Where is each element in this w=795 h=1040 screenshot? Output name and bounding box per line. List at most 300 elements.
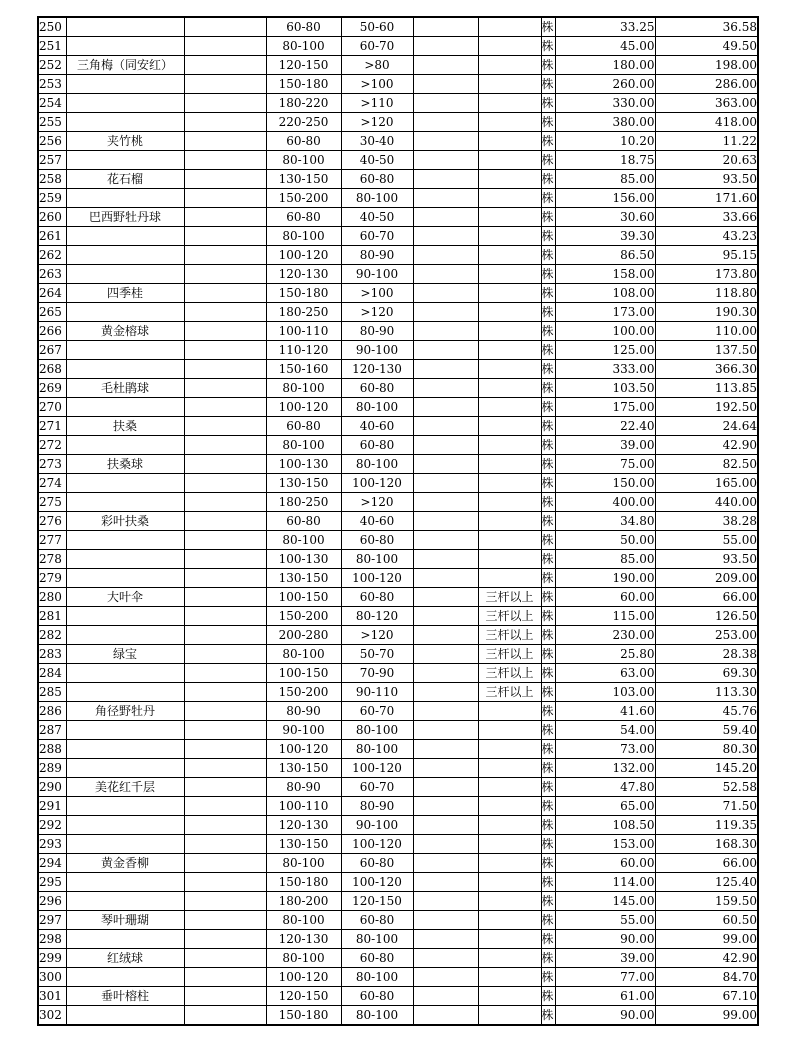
height-range: 80-100 (266, 379, 341, 398)
height-range: 130-150 (266, 170, 341, 189)
unit-price: 77.00 (555, 968, 655, 987)
plant-name: 扶桑球 (66, 455, 184, 474)
table-row (38, 455, 758, 474)
height-range: 110-120 (266, 341, 341, 360)
stem-spec (478, 379, 541, 398)
table-row (38, 512, 758, 531)
plant-name (66, 664, 184, 683)
price-with-tax: 159.50 (655, 892, 758, 911)
unit-price: 260.00 (555, 75, 655, 94)
crown-range: 90-100 (341, 816, 413, 835)
plant-name (66, 189, 184, 208)
stem-spec (478, 740, 541, 759)
blank-cell (413, 151, 478, 170)
height-range: 120-130 (266, 930, 341, 949)
table-row (38, 132, 758, 151)
row-number: 256 (38, 132, 66, 151)
row-number: 275 (38, 493, 66, 512)
stem-spec (478, 455, 541, 474)
stem-spec (478, 227, 541, 246)
blank-cell (413, 816, 478, 835)
stem-spec (478, 322, 541, 341)
unit-price: 180.00 (555, 56, 655, 75)
stem-spec (478, 512, 541, 531)
height-range: 80-100 (266, 854, 341, 873)
price-with-tax: 286.00 (655, 75, 758, 94)
height-range: 130-150 (266, 759, 341, 778)
table-row (38, 645, 758, 664)
height-range: 80-100 (266, 949, 341, 968)
plant-name: 绿宝 (66, 645, 184, 664)
row-number: 274 (38, 474, 66, 493)
blank-cell (413, 721, 478, 740)
unit: 株 (541, 151, 555, 170)
price-with-tax: 99.00 (655, 1006, 758, 1026)
plant-name (66, 835, 184, 854)
unit: 株 (541, 835, 555, 854)
table-row (38, 854, 758, 873)
price-with-tax: 69.30 (655, 664, 758, 683)
row-number: 253 (38, 75, 66, 94)
unit-price: 150.00 (555, 474, 655, 493)
height-range: 150-160 (266, 360, 341, 379)
plant-name (66, 797, 184, 816)
unit-price: 47.80 (555, 778, 655, 797)
blank-cell (184, 360, 266, 379)
price-with-tax: 366.30 (655, 360, 758, 379)
crown-range: 60-80 (341, 911, 413, 930)
row-number: 294 (38, 854, 66, 873)
price-with-tax: 59.40 (655, 721, 758, 740)
unit-price: 54.00 (555, 721, 655, 740)
unit: 株 (541, 322, 555, 341)
row-number: 250 (38, 17, 66, 37)
plant-name (66, 493, 184, 512)
plant-name (66, 607, 184, 626)
table-row (38, 531, 758, 550)
row-number: 254 (38, 94, 66, 113)
unit: 株 (541, 645, 555, 664)
blank-cell (184, 170, 266, 189)
crown-range: 120-150 (341, 892, 413, 911)
price-with-tax: 20.63 (655, 151, 758, 170)
blank-cell (184, 284, 266, 303)
stem-spec (478, 360, 541, 379)
plant-name (66, 360, 184, 379)
unit-price: 61.00 (555, 987, 655, 1006)
blank-cell (184, 189, 266, 208)
crown-range: 80-100 (341, 930, 413, 949)
height-range: 150-180 (266, 284, 341, 303)
price-with-tax: 126.50 (655, 607, 758, 626)
height-range: 100-120 (266, 246, 341, 265)
table-row (38, 607, 758, 626)
blank-cell (413, 911, 478, 930)
height-range: 150-200 (266, 189, 341, 208)
blank-cell (413, 379, 478, 398)
height-range: 180-250 (266, 303, 341, 322)
blank-cell (413, 94, 478, 113)
unit-price: 86.50 (555, 246, 655, 265)
price-with-tax: 11.22 (655, 132, 758, 151)
stem-spec (478, 94, 541, 113)
crown-range: 60-80 (341, 379, 413, 398)
table-row (38, 436, 758, 455)
price-with-tax: 42.90 (655, 949, 758, 968)
unit: 株 (541, 512, 555, 531)
unit-price: 50.00 (555, 531, 655, 550)
row-number: 282 (38, 626, 66, 645)
unit: 株 (541, 436, 555, 455)
unit: 株 (541, 37, 555, 56)
blank-cell (184, 417, 266, 436)
price-with-tax: 171.60 (655, 189, 758, 208)
plant-name (66, 17, 184, 37)
blank-cell (413, 512, 478, 531)
crown-range: 80-100 (341, 398, 413, 417)
table-row (38, 588, 758, 607)
stem-spec (478, 474, 541, 493)
crown-range: 100-120 (341, 835, 413, 854)
unit-price: 333.00 (555, 360, 655, 379)
crown-range: >120 (341, 626, 413, 645)
unit: 株 (541, 360, 555, 379)
blank-cell (413, 265, 478, 284)
price-table (37, 16, 759, 1026)
row-number: 289 (38, 759, 66, 778)
crown-range: 90-100 (341, 341, 413, 360)
unit: 株 (541, 626, 555, 645)
row-number: 283 (38, 645, 66, 664)
unit: 株 (541, 854, 555, 873)
price-with-tax: 43.23 (655, 227, 758, 246)
plant-name (66, 341, 184, 360)
price-with-tax: 67.10 (655, 987, 758, 1006)
crown-range: 70-90 (341, 664, 413, 683)
height-range: 120-130 (266, 265, 341, 284)
price-with-tax: 125.40 (655, 873, 758, 892)
stem-spec (478, 531, 541, 550)
plant-name (66, 1006, 184, 1026)
blank-cell (413, 322, 478, 341)
blank-cell (413, 569, 478, 588)
blank-cell (184, 968, 266, 987)
blank-cell (184, 151, 266, 170)
height-range: 60-80 (266, 512, 341, 531)
stem-spec (478, 189, 541, 208)
plant-name (66, 151, 184, 170)
table-row (38, 170, 758, 189)
row-number: 300 (38, 968, 66, 987)
blank-cell (184, 398, 266, 417)
plant-name (66, 531, 184, 550)
unit: 株 (541, 949, 555, 968)
blank-cell (184, 797, 266, 816)
blank-cell (184, 607, 266, 626)
price-with-tax: 38.28 (655, 512, 758, 531)
plant-name: 琴叶珊瑚 (66, 911, 184, 930)
crown-range: 40-50 (341, 208, 413, 227)
price-with-tax: 45.76 (655, 702, 758, 721)
height-range: 150-180 (266, 1006, 341, 1026)
plant-name (66, 626, 184, 645)
blank-cell (413, 778, 478, 797)
stem-spec: 三杆以上 (478, 683, 541, 702)
price-with-tax: 118.80 (655, 284, 758, 303)
row-number: 295 (38, 873, 66, 892)
table-row (38, 835, 758, 854)
table-row (38, 17, 758, 37)
plant-name (66, 265, 184, 284)
unit-price: 173.00 (555, 303, 655, 322)
blank-cell (184, 759, 266, 778)
table-row (38, 322, 758, 341)
price-with-tax: 52.58 (655, 778, 758, 797)
blank-cell (413, 17, 478, 37)
height-range: 80-100 (266, 436, 341, 455)
crown-range: 80-90 (341, 797, 413, 816)
table-row (38, 702, 758, 721)
stem-spec (478, 265, 541, 284)
blank-cell (184, 778, 266, 797)
crown-range: 100-120 (341, 759, 413, 778)
price-with-tax: 28.38 (655, 645, 758, 664)
unit: 株 (541, 550, 555, 569)
unit-price: 380.00 (555, 113, 655, 132)
crown-range: 80-100 (341, 189, 413, 208)
stem-spec (478, 303, 541, 322)
unit-price: 100.00 (555, 322, 655, 341)
unit: 株 (541, 873, 555, 892)
unit-price: 90.00 (555, 930, 655, 949)
height-range: 80-90 (266, 778, 341, 797)
blank-cell (184, 208, 266, 227)
unit: 株 (541, 1006, 555, 1026)
stem-spec (478, 892, 541, 911)
table-row (38, 1006, 758, 1026)
price-with-tax: 99.00 (655, 930, 758, 949)
blank-cell (184, 626, 266, 645)
blank-cell (184, 892, 266, 911)
crown-range: 60-80 (341, 531, 413, 550)
row-number: 292 (38, 816, 66, 835)
height-range: 80-100 (266, 645, 341, 664)
unit-price: 145.00 (555, 892, 655, 911)
blank-cell (413, 892, 478, 911)
table-row (38, 721, 758, 740)
blank-cell (184, 949, 266, 968)
blank-cell (413, 417, 478, 436)
unit: 株 (541, 683, 555, 702)
height-range: 180-200 (266, 892, 341, 911)
height-range: 130-150 (266, 569, 341, 588)
blank-cell (184, 683, 266, 702)
blank-cell (413, 189, 478, 208)
table-row (38, 816, 758, 835)
price-with-tax: 36.58 (655, 17, 758, 37)
unit: 株 (541, 892, 555, 911)
blank-cell (413, 987, 478, 1006)
unit-price: 153.00 (555, 835, 655, 854)
unit: 株 (541, 607, 555, 626)
plant-name (66, 246, 184, 265)
table-row (38, 626, 758, 645)
blank-cell (413, 740, 478, 759)
price-with-tax: 49.50 (655, 37, 758, 56)
table-row (38, 664, 758, 683)
height-range: 100-120 (266, 398, 341, 417)
unit-price: 73.00 (555, 740, 655, 759)
plant-name (66, 550, 184, 569)
height-range: 60-80 (266, 17, 341, 37)
row-number: 264 (38, 284, 66, 303)
crown-range: 40-60 (341, 417, 413, 436)
table-row (38, 987, 758, 1006)
blank-cell (184, 664, 266, 683)
stem-spec (478, 113, 541, 132)
unit: 株 (541, 303, 555, 322)
height-range: 80-100 (266, 531, 341, 550)
blank-cell (184, 816, 266, 835)
blank-cell (184, 531, 266, 550)
table-row (38, 569, 758, 588)
crown-range: 40-50 (341, 151, 413, 170)
price-with-tax: 192.50 (655, 398, 758, 417)
row-number: 279 (38, 569, 66, 588)
row-number: 260 (38, 208, 66, 227)
row-number: 272 (38, 436, 66, 455)
unit-price: 156.00 (555, 189, 655, 208)
price-with-tax: 113.30 (655, 683, 758, 702)
table-row (38, 246, 758, 265)
unit: 株 (541, 797, 555, 816)
unit-price: 190.00 (555, 569, 655, 588)
blank-cell (413, 474, 478, 493)
height-range: 130-150 (266, 474, 341, 493)
unit: 株 (541, 189, 555, 208)
row-number: 301 (38, 987, 66, 1006)
blank-cell (413, 37, 478, 56)
unit: 株 (541, 721, 555, 740)
blank-cell (184, 1006, 266, 1026)
blank-cell (413, 607, 478, 626)
row-number: 293 (38, 835, 66, 854)
price-with-tax: 113.85 (655, 379, 758, 398)
height-range: 100-130 (266, 455, 341, 474)
price-with-tax: 363.00 (655, 94, 758, 113)
price-with-tax: 71.50 (655, 797, 758, 816)
stem-spec (478, 398, 541, 417)
crown-range: 60-80 (341, 949, 413, 968)
blank-cell (413, 341, 478, 360)
table-row (38, 360, 758, 379)
plant-name (66, 816, 184, 835)
row-number: 285 (38, 683, 66, 702)
blank-cell (184, 645, 266, 664)
height-range: 220-250 (266, 113, 341, 132)
blank-cell (413, 930, 478, 949)
stem-spec (478, 797, 541, 816)
height-range: 80-100 (266, 227, 341, 246)
blank-cell (413, 398, 478, 417)
table-row (38, 303, 758, 322)
blank-cell (413, 455, 478, 474)
table-row (38, 949, 758, 968)
crown-range: >100 (341, 284, 413, 303)
price-with-tax: 95.15 (655, 246, 758, 265)
row-number: 259 (38, 189, 66, 208)
plant-name (66, 740, 184, 759)
blank-cell (413, 75, 478, 94)
blank-cell (184, 455, 266, 474)
height-range: 80-100 (266, 37, 341, 56)
crown-range: 60-70 (341, 37, 413, 56)
stem-spec (478, 37, 541, 56)
row-number: 270 (38, 398, 66, 417)
table-row (38, 778, 758, 797)
row-number: 262 (38, 246, 66, 265)
row-number: 266 (38, 322, 66, 341)
crown-range: 100-120 (341, 474, 413, 493)
price-with-tax: 66.00 (655, 588, 758, 607)
stem-spec (478, 132, 541, 151)
height-range: 120-150 (266, 987, 341, 1006)
unit: 株 (541, 56, 555, 75)
unit: 株 (541, 75, 555, 94)
unit-price: 39.00 (555, 436, 655, 455)
unit: 株 (541, 816, 555, 835)
crown-range: >100 (341, 75, 413, 94)
stem-spec (478, 550, 541, 569)
plant-name: 垂叶榕柱 (66, 987, 184, 1006)
unit: 株 (541, 493, 555, 512)
blank-cell (184, 550, 266, 569)
unit-price: 103.50 (555, 379, 655, 398)
blank-cell (184, 740, 266, 759)
unit: 株 (541, 911, 555, 930)
table-row (38, 37, 758, 56)
blank-cell (413, 436, 478, 455)
blank-cell (413, 664, 478, 683)
blank-cell (184, 17, 266, 37)
table-row (38, 284, 758, 303)
unit: 株 (541, 987, 555, 1006)
unit-price: 90.00 (555, 1006, 655, 1026)
crown-range: 50-70 (341, 645, 413, 664)
price-with-tax: 33.66 (655, 208, 758, 227)
price-with-tax: 198.00 (655, 56, 758, 75)
unit: 株 (541, 379, 555, 398)
plant-name: 扶桑 (66, 417, 184, 436)
plant-name: 大叶伞 (66, 588, 184, 607)
blank-cell (184, 911, 266, 930)
price-with-tax: 190.30 (655, 303, 758, 322)
unit-price: 330.00 (555, 94, 655, 113)
price-with-tax: 440.00 (655, 493, 758, 512)
unit-price: 400.00 (555, 493, 655, 512)
blank-cell (184, 702, 266, 721)
height-range: 100-150 (266, 588, 341, 607)
crown-range: 60-70 (341, 227, 413, 246)
row-number: 298 (38, 930, 66, 949)
unit-price: 55.00 (555, 911, 655, 930)
blank-cell (413, 170, 478, 189)
height-range: 100-130 (266, 550, 341, 569)
plant-name: 美花红千层 (66, 778, 184, 797)
row-number: 261 (38, 227, 66, 246)
price-with-tax: 82.50 (655, 455, 758, 474)
plant-name (66, 930, 184, 949)
